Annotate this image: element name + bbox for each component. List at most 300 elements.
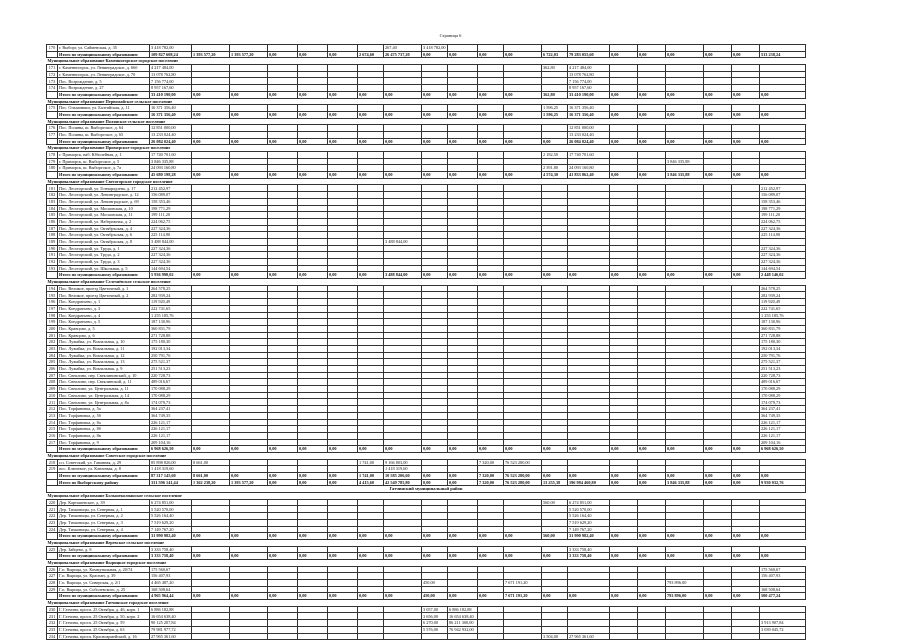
cell-value: 226 121,17 — [760, 426, 806, 433]
cell-value — [448, 366, 478, 373]
cell-value: 0,00 — [704, 593, 732, 600]
cell-value — [358, 158, 384, 165]
cell-value — [760, 105, 806, 112]
cell-address: Пос. Свеклино, пер. Свеклинский, д. 11 — [58, 379, 150, 386]
cell-value — [328, 252, 358, 259]
cell-value — [384, 519, 422, 526]
cell-value — [230, 513, 268, 520]
cell-value — [666, 526, 704, 533]
cell-value — [192, 185, 230, 192]
cell-value — [268, 305, 298, 312]
cell-value: 0,00 — [358, 91, 384, 98]
cell-value — [230, 573, 268, 580]
cell-address: г. Приморск, ш. Выборгское, д. 5 — [58, 158, 150, 165]
cell-value: 175 560,67 — [150, 566, 192, 573]
cell-value — [638, 312, 666, 319]
cell-value — [704, 345, 732, 352]
cell-value — [504, 332, 542, 339]
cell-value — [328, 633, 358, 640]
cell-value — [666, 312, 704, 319]
cell-value — [504, 345, 542, 352]
cell-value: 0,00 — [422, 272, 448, 279]
cell-value — [732, 620, 760, 627]
table-row — [47, 225, 806, 232]
cell-value — [704, 573, 732, 580]
cell-value — [448, 212, 478, 219]
cell-value — [358, 152, 384, 159]
cell-value — [328, 305, 358, 312]
cell-number: 189 — [47, 238, 58, 245]
cell-value: 0,00 — [478, 272, 504, 279]
cell-value — [192, 71, 230, 78]
cell-address: Итого по Выборгскому району — [58, 479, 150, 486]
cell-value: 364 749,35 — [150, 412, 192, 419]
cell-value: 2 674,60 — [358, 51, 384, 58]
cell-value — [384, 439, 422, 446]
cell-value: 450,00 — [422, 580, 448, 587]
cell-value — [732, 459, 760, 466]
cell-value — [230, 71, 268, 78]
cell-value: 0,00 — [358, 593, 384, 600]
cell-value — [448, 105, 478, 112]
cell-value: 0,00 — [704, 272, 732, 279]
section-row — [47, 118, 806, 125]
cell-number: 219 — [47, 466, 58, 473]
cell-value: 156 089,07 — [150, 192, 192, 199]
cell-value — [384, 232, 422, 239]
cell-value — [358, 586, 384, 593]
cell-value: 0,00 — [478, 138, 504, 145]
cell-value — [298, 45, 328, 52]
cell-value — [504, 586, 542, 593]
cell-value — [666, 366, 704, 373]
cell-value: 13 233 024,40 — [150, 131, 192, 138]
cell-number — [47, 593, 58, 600]
cell-value — [192, 205, 230, 212]
cell-value — [268, 165, 298, 172]
cell-value — [760, 78, 806, 85]
cell-value — [192, 466, 230, 473]
cell-value — [732, 192, 760, 199]
cell-value — [328, 372, 358, 379]
cell-value — [448, 566, 478, 573]
table-row — [47, 426, 806, 433]
cell-value — [422, 192, 448, 199]
cell-value — [478, 580, 504, 587]
cell-value — [448, 319, 478, 326]
cell-value — [422, 412, 448, 419]
cell-value: 119 920,49 — [150, 299, 192, 306]
cell-value — [328, 158, 358, 165]
cell-value — [478, 319, 504, 326]
cell-value — [358, 506, 384, 513]
table-row — [47, 265, 806, 272]
cell-value: 0,00 — [704, 91, 732, 98]
cell-value — [638, 546, 666, 553]
cell-value — [192, 45, 230, 52]
cell-address: Пос. Торфяновка, д. 8б — [58, 426, 150, 433]
cell-value — [358, 245, 384, 252]
cell-number: 208 — [47, 379, 58, 386]
cell-value — [704, 499, 732, 506]
cell-value — [638, 45, 666, 52]
cell-value — [568, 319, 610, 326]
cell-value — [568, 359, 610, 366]
cell-value: 793 896,00 — [666, 580, 704, 587]
cell-value — [610, 85, 638, 92]
cell-value — [610, 131, 638, 138]
cell-value — [384, 65, 422, 72]
cell-value — [422, 506, 448, 513]
cell-value — [298, 573, 328, 580]
cell-value: 0,00 — [268, 533, 298, 540]
cell-value: 0,00 — [638, 533, 666, 540]
cell-value: 360 831,79 — [150, 325, 192, 332]
cell-value — [732, 506, 760, 513]
cell-value: 0,00 — [610, 593, 638, 600]
cell-value: 0,00 — [328, 111, 358, 118]
cell-number: 207 — [47, 372, 58, 379]
cell-value: 226 121,17 — [150, 426, 192, 433]
cell-value — [422, 299, 448, 306]
cell-value — [704, 212, 732, 219]
cell-number: 217 — [47, 439, 58, 446]
cell-value — [610, 366, 638, 373]
table-row — [47, 345, 806, 352]
cell-value — [542, 620, 568, 627]
cell-value — [298, 305, 328, 312]
cell-value — [298, 386, 328, 393]
cell-value — [384, 78, 422, 85]
cell-value — [422, 586, 448, 593]
cell-value — [504, 78, 542, 85]
cell-value — [422, 218, 448, 225]
cell-value — [704, 245, 732, 252]
cell-value — [298, 152, 328, 159]
cell-value — [568, 305, 610, 312]
cell-value — [760, 165, 806, 172]
cell-value — [504, 366, 542, 373]
cell-value: 0,00 — [638, 91, 666, 98]
cell-value: 168 508,64 — [150, 586, 192, 593]
cell-value: 209 104,16 — [150, 439, 192, 446]
cell-value — [328, 225, 358, 232]
cell-value — [504, 392, 542, 399]
cell-value — [568, 218, 610, 225]
cell-value: 0,00 — [704, 553, 732, 560]
cell-value — [192, 78, 230, 85]
cell-value — [504, 519, 542, 526]
cell-value — [610, 105, 638, 112]
cell-value: 0,00 — [384, 593, 422, 600]
cell-value — [230, 332, 268, 339]
cell-value — [384, 125, 422, 132]
cell-value — [760, 152, 806, 159]
cell-value — [268, 426, 298, 433]
cell-number: 211 — [47, 399, 58, 406]
cell-value: 0,00 — [504, 446, 542, 453]
cell-value — [328, 105, 358, 112]
cell-value — [422, 546, 448, 553]
cell-value — [568, 372, 610, 379]
cell-address: Пос. Кондратьево, д. 5 — [58, 319, 150, 326]
cell-value — [448, 506, 478, 513]
cell-value: 7 519 629,20 — [150, 519, 192, 526]
cell-value — [568, 466, 610, 473]
cell-value — [230, 439, 268, 446]
cell-value — [610, 339, 638, 346]
cell-value — [230, 506, 268, 513]
cell-value: 0,00 — [638, 172, 666, 179]
cell-value — [542, 218, 568, 225]
cell-value — [478, 606, 504, 613]
cell-value — [568, 606, 610, 613]
cell-value — [422, 372, 448, 379]
cell-value — [504, 45, 542, 52]
cell-address: г. Каменногорск, ул. Ленинградское, д. 66б — [58, 65, 150, 72]
cell-value — [328, 212, 358, 219]
cell-value — [358, 285, 384, 292]
cell-value: 227 324,36 — [150, 252, 192, 259]
cell-value — [422, 392, 448, 399]
cell-number: 232 — [47, 620, 58, 627]
cell-value: 13 255,38 — [542, 479, 568, 486]
cell-value: 0,00 — [422, 479, 448, 486]
cell-value — [478, 359, 504, 366]
cell-value: 158 353,46 — [760, 198, 806, 205]
cell-value — [568, 292, 610, 299]
cell-value: 5 526 164,40 — [568, 513, 610, 520]
cell-value — [704, 432, 732, 439]
cell-value: 7 671 191,20 — [504, 593, 542, 600]
cell-value — [422, 252, 448, 259]
cell-value — [298, 439, 328, 446]
cell-value — [358, 419, 384, 426]
cell-address: г.п. Советский, ул. Гаванная, д. 29 — [58, 459, 150, 466]
cell-value — [328, 419, 358, 426]
cell-number — [47, 91, 58, 98]
cell-value — [384, 131, 422, 138]
table-row — [47, 506, 806, 513]
cell-value — [384, 218, 422, 225]
cell-value — [504, 232, 542, 239]
cell-value: 0,00 — [298, 553, 328, 560]
cell-value — [504, 265, 542, 272]
cell-value — [732, 566, 760, 573]
cell-value — [610, 392, 638, 399]
cell-value — [478, 352, 504, 359]
cell-value — [328, 45, 358, 52]
cell-address: Пос. Лужайка, ул. Вокзальная, д. 9 — [58, 366, 150, 373]
cell-value — [638, 372, 666, 379]
cell-value — [704, 399, 732, 406]
cell-value — [666, 399, 704, 406]
table-row — [47, 198, 806, 205]
table-row — [47, 78, 806, 85]
cell-address: Пос. Возрождение, д. 27 — [58, 85, 150, 92]
cell-number: 188 — [47, 232, 58, 239]
cell-value — [568, 198, 610, 205]
cell-value — [610, 399, 638, 406]
cell-value: 76 523 280,00 — [504, 459, 542, 466]
cell-value — [732, 633, 760, 640]
cell-value: 222 741,65 — [150, 305, 192, 312]
cell-value — [610, 546, 638, 553]
cell-value — [638, 379, 666, 386]
cell-value — [760, 526, 806, 533]
table-row — [47, 406, 806, 413]
cell-value — [638, 218, 666, 225]
table-row — [47, 499, 806, 506]
cell-value — [192, 192, 230, 199]
cell-value — [666, 406, 704, 413]
cell-value: 0,00 — [268, 473, 298, 480]
cell-value — [268, 386, 298, 393]
cell-address: Итого по муниципальному образованию — [58, 593, 150, 600]
cell-value — [478, 71, 504, 78]
cell-value — [230, 312, 268, 319]
cell-value: 0,00 — [666, 446, 704, 453]
table-row — [47, 65, 806, 72]
cell-value — [298, 105, 328, 112]
cell-value — [732, 71, 760, 78]
cell-value — [230, 606, 268, 613]
cell-value — [384, 265, 422, 272]
cell-value — [732, 332, 760, 339]
cell-value — [448, 406, 478, 413]
cell-value: 0,00 — [268, 593, 298, 600]
cell-value — [422, 78, 448, 85]
table-row — [47, 620, 806, 627]
cell-value: 0,00 — [610, 272, 638, 279]
cell-value — [478, 245, 504, 252]
cell-value — [478, 65, 504, 72]
cell-value — [422, 513, 448, 520]
cell-value — [638, 386, 666, 393]
cell-value — [666, 285, 704, 292]
cell-address: Итого по муниципальному образованию — [58, 172, 150, 179]
cell-value — [384, 613, 422, 620]
cell-value — [268, 232, 298, 239]
cell-value: 4 465 487,20 — [150, 580, 192, 587]
cell-value: 0,00 — [638, 473, 666, 480]
cell-value — [192, 386, 230, 393]
cell-value — [638, 439, 666, 446]
cell-value — [704, 466, 732, 473]
cell-number: 175 — [47, 105, 58, 112]
cell-value — [638, 165, 666, 172]
cell-value — [328, 198, 358, 205]
cell-value — [704, 45, 732, 52]
cell-value — [610, 45, 638, 52]
cell-value — [478, 152, 504, 159]
cell-value — [542, 71, 568, 78]
cell-value — [328, 386, 358, 393]
cell-value — [192, 513, 230, 520]
total-row — [47, 446, 806, 453]
cell-value — [358, 78, 384, 85]
cell-value — [328, 131, 358, 138]
cell-value: 5 526 164,40 — [150, 513, 192, 520]
cell-value — [504, 198, 542, 205]
cell-number: 215 — [47, 426, 58, 433]
cell-value — [504, 406, 542, 413]
cell-value — [732, 205, 760, 212]
cell-value — [230, 499, 268, 506]
cell-value: 0,00 — [298, 593, 328, 600]
cell-number: 209 — [47, 386, 58, 393]
cell-address: Г.п. Вырица, ул. Соболевского, д. 25 — [58, 586, 150, 593]
cell-value — [448, 519, 478, 526]
cell-value — [298, 212, 328, 219]
cell-value — [610, 633, 638, 640]
cell-number: 192 — [47, 259, 58, 266]
cell-value — [610, 606, 638, 613]
cell-value — [704, 205, 732, 212]
cell-value: 4 217 484,00 — [150, 65, 192, 72]
cell-value — [328, 205, 358, 212]
cell-value — [328, 526, 358, 533]
cell-value: 27 965 361,60 — [150, 633, 192, 640]
cell-value — [542, 125, 568, 132]
cell-value: 0,00 — [478, 593, 504, 600]
cell-value: 27 965 361,60 — [568, 633, 610, 640]
cell-value — [610, 78, 638, 85]
cell-value — [422, 158, 448, 165]
cell-value — [422, 352, 448, 359]
cell-value — [328, 232, 358, 239]
cell-value: 0,00 — [448, 172, 478, 179]
cell-value — [542, 252, 568, 259]
cell-value — [478, 158, 504, 165]
cell-value — [542, 45, 568, 52]
cell-value — [448, 305, 478, 312]
cell-address: Пос. Лесогорский, ул. Труда, д. 2 — [58, 252, 150, 259]
cell-value: 227 324,36 — [150, 225, 192, 232]
cell-value — [384, 192, 422, 199]
district-title: Гатчинский муниципальный район — [47, 486, 806, 493]
cell-value: 224 062,75 — [150, 218, 192, 225]
cell-value: 9 166 803,00 — [384, 459, 422, 466]
cell-value: 250 791,76 — [150, 352, 192, 359]
table-row — [47, 299, 806, 306]
cell-value: 0,00 — [328, 172, 358, 179]
cell-number: 199 — [47, 319, 58, 326]
cell-value — [384, 319, 422, 326]
cell-value — [478, 439, 504, 446]
cell-value: 1 596,25 — [542, 111, 568, 118]
cell-value: 119 920,49 — [760, 299, 806, 306]
cell-value: 0,00 — [328, 479, 358, 486]
cell-address: Итого по муниципальному образованию — [58, 446, 150, 453]
cell-value — [230, 305, 268, 312]
cell-value — [666, 125, 704, 132]
cell-value — [230, 238, 268, 245]
cell-value: 175 180,30 — [150, 339, 192, 346]
cell-value — [230, 252, 268, 259]
cell-value — [666, 238, 704, 245]
cell-value — [358, 352, 384, 359]
cell-value — [666, 105, 704, 112]
cell-value — [732, 399, 760, 406]
cell-value: 6 968 626,50 — [760, 446, 806, 453]
cell-address: Итого по муниципальному образованию — [58, 473, 150, 480]
cell-value — [328, 265, 358, 272]
cell-value — [610, 586, 638, 593]
cell-value: 76 523 280,00 — [504, 479, 542, 486]
cell-value: 6 968 626,50 — [150, 446, 192, 453]
cell-value — [504, 259, 542, 266]
